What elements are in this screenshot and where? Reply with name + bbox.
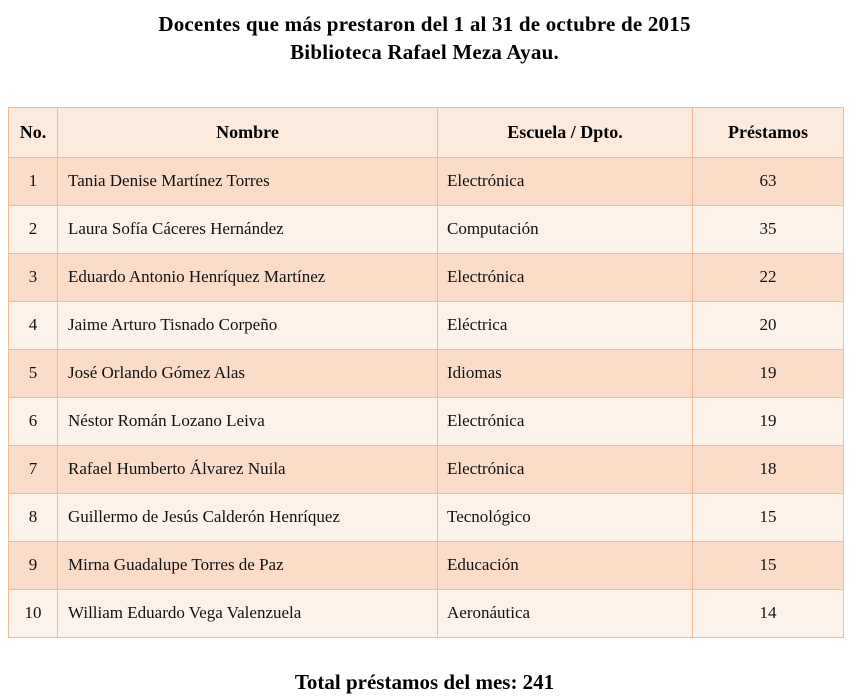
teacher-name-cell: Guillermo de Jesús Calderón Henríquez (58, 493, 438, 541)
loans-count-cell: 35 (693, 205, 844, 253)
table-row (9, 349, 844, 397)
loans-count-cell: 19 (693, 349, 844, 397)
loans-count-cell: 15 (693, 493, 844, 541)
teacher-name-cell: William Eduardo Vega Valenzuela (58, 589, 438, 637)
table-row (9, 589, 844, 637)
department-cell: Eléctrica (438, 301, 693, 349)
teacher-name-cell: Laura Sofía Cáceres Hernández (58, 205, 438, 253)
teacher-name-cell: Tania Denise Martínez Torres (58, 157, 438, 205)
department-cell: Idiomas (438, 349, 693, 397)
loans-count-cell: 63 (693, 157, 844, 205)
teacher-name-cell: Mirna Guadalupe Torres de Paz (58, 541, 438, 589)
row-number-cell: 5 (9, 349, 58, 397)
loans-count-cell: 15 (693, 541, 844, 589)
department-cell: Electrónica (438, 253, 693, 301)
column-header-escuela: Escuela / Dpto. (438, 107, 693, 157)
column-header-nombre: Nombre (58, 107, 438, 157)
page-title-line2: Biblioteca Rafael Meza Ayau. (290, 40, 559, 65)
loans-count-cell: 19 (693, 397, 844, 445)
row-number-cell: 4 (9, 301, 58, 349)
department-cell: Tecnológico (438, 493, 693, 541)
table-header-row (9, 107, 844, 157)
row-number-cell: 10 (9, 589, 58, 637)
department-cell: Educación (438, 541, 693, 589)
loans-table (8, 107, 844, 638)
department-cell: Aeronáutica (438, 589, 693, 637)
table-row (9, 205, 844, 253)
page-title (0, 0, 849, 67)
department-cell: Electrónica (438, 157, 693, 205)
column-header-no: No. (9, 107, 58, 157)
total-loans-label: Total préstamos del mes: 241 (294, 669, 555, 694)
page-title-line1: Docentes que más prestaron del 1 al 31 de octubre de 2015 (158, 12, 691, 36)
teacher-name-cell: José Orlando Gómez Alas (58, 349, 438, 397)
table-row (9, 157, 844, 205)
table-row (9, 301, 844, 349)
teacher-name-cell: Néstor Román Lozano Leiva (58, 397, 438, 445)
column-header-prestamos: Préstamos (693, 107, 844, 157)
row-number-cell: 6 (9, 397, 58, 445)
row-number-cell: 8 (9, 493, 58, 541)
row-number-cell: 1 (9, 157, 58, 205)
table-row (9, 253, 844, 301)
teacher-name-cell: Jaime Arturo Tisnado Corpeño (58, 301, 438, 349)
row-number-cell: 2 (9, 205, 58, 253)
table-body (9, 157, 844, 637)
row-number-cell: 3 (9, 253, 58, 301)
loans-count-cell: 22 (693, 253, 844, 301)
department-cell: Computación (438, 205, 693, 253)
row-number-cell: 7 (9, 445, 58, 493)
row-number-cell: 9 (9, 541, 58, 589)
table-row (9, 541, 844, 589)
loans-count-cell: 14 (693, 589, 844, 637)
table-header (9, 107, 844, 157)
teacher-name-cell: Eduardo Antonio Henríquez Martínez (58, 253, 438, 301)
table-row (9, 397, 844, 445)
department-cell: Electrónica (438, 445, 693, 493)
loans-count-cell: 20 (693, 301, 844, 349)
department-cell: Electrónica (438, 397, 693, 445)
table-row (9, 445, 844, 493)
table-row (9, 493, 844, 541)
teacher-name-cell: Rafael Humberto Álvarez Nuila (58, 445, 438, 493)
loans-count-cell: 18 (693, 445, 844, 493)
